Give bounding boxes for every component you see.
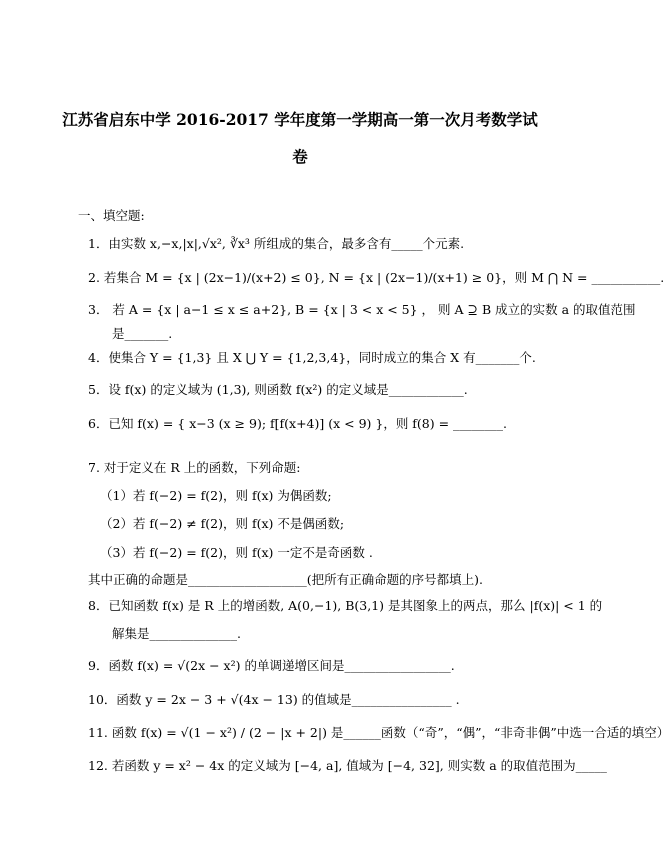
exam-title-line-1: 江苏省启东中学 2016-2017 学年度第一学期高一第一次月考数学试 (62, 110, 538, 129)
question-7: 7. 对于定义在 R 上的函数，下列命题: (88, 460, 301, 475)
question-11: 11. 函数 f(x) = √(1 − x²) / (2 − |x + 2|) 是______函数（“奇”，“偶”，“非奇非偶”中选一合适的填空） (88, 725, 669, 740)
question-2: 2. 若集合 M = {x | (2x−1)/(x+2) ≤ 0}, N = {x | (2x−1)/(x+1) ≥ 0}，则 M ⋂ N = ___________. (88, 270, 665, 285)
question-1: 1．由实数 x,−x,|x|,√x², ∛x³ 所组成的集合，最多含有_____个元素. (88, 236, 465, 251)
question-7-item-2: （2）若 f(−2) ≠ f(2)，则 f(x) 不是偶函数; (100, 516, 345, 531)
question-5: 5．设 f(x) 的定义域为 (1,3), 则函数 f(x²) 的定义域是____________. (88, 382, 468, 397)
exam-title-line-2: 卷 (292, 147, 308, 166)
question-3-continued: 是_______. (112, 326, 173, 341)
question-12: 12. 若函数 y = x² − 4x 的定义域为 [−4, a], 值域为 [−4, 32], 则实数 a 的取值范围为_____ (88, 758, 607, 773)
question-4: 4．使集合 Y = {1,3} 且 X ⋃ Y = {1,2,3,4}，同时成立的集合 X 有_______个. (88, 350, 536, 365)
question-8-continued: 解集是______________. (112, 626, 241, 641)
question-7-item-1: （1）若 f(−2) = f(2)，则 f(x) 为偶函数; (100, 488, 332, 503)
question-9: 9．函数 f(x) = √(2x − x²) 的单调递增区间是_________________. (88, 658, 455, 673)
question-6: 6．已知 f(x) = { x−3 (x ≥ 9); f[f(x+4)] (x < 9) }，则 f(8) = ________. (88, 416, 508, 431)
question-3: 3． 若 A = {x | a−1 ≤ x ≤ a+2}, B = {x | 3 < x < 5} ， 则 A ⊇ B 成立的实数 a 的取值范围 (88, 302, 636, 317)
section-heading: 一、填空题: (78, 208, 145, 223)
question-7-item-3: （3）若 f(−2) = f(2)，则 f(x) 一定不是奇函数 . (100, 545, 373, 560)
question-10: 10．函数 y = 2x − 3 + √(4x − 13) 的值域是________________ . (88, 692, 460, 707)
question-7-answer: 其中正确的命题是___________________(把所有正确命题的序号都填上). (88, 572, 483, 587)
question-8: 8．已知函数 f(x) 是 R 上的增函数, A(0,−1), B(3,1) 是其图象上的两点，那么 |f(x)| < 1 的 (88, 598, 603, 613)
